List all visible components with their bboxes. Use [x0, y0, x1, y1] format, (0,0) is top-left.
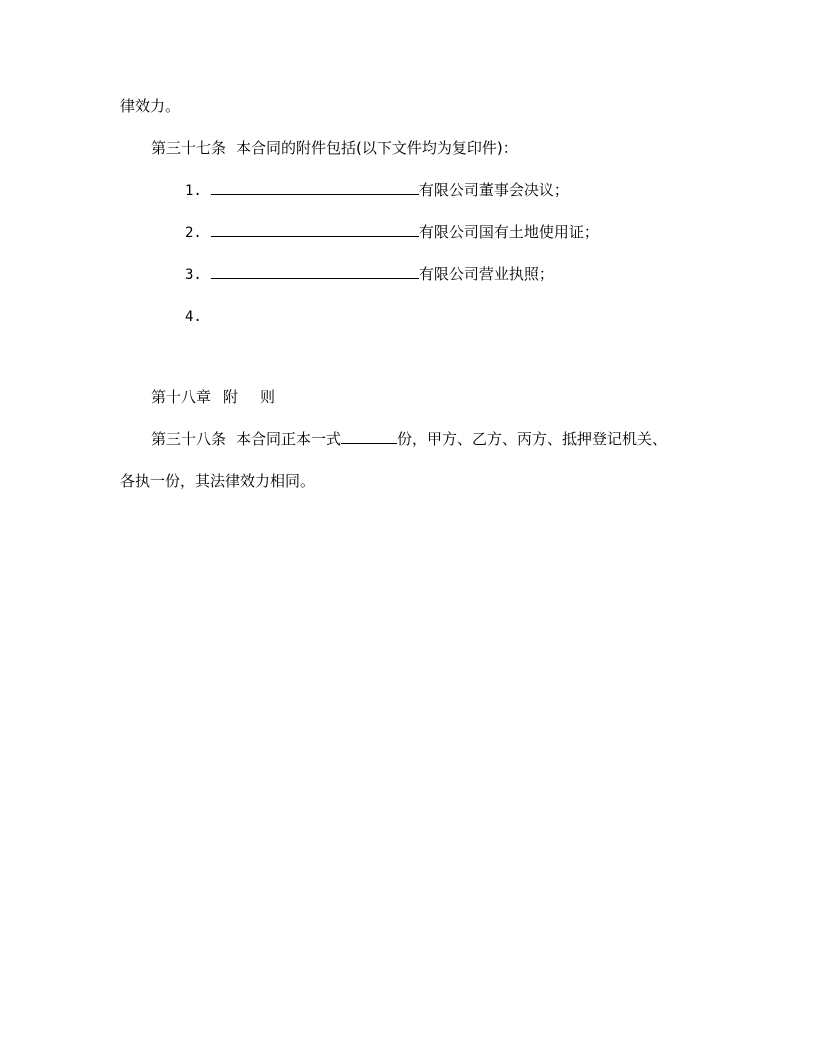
attachment-item-3 [185, 264, 554, 285]
fill-in-blank [341, 429, 397, 444]
attachment-number: 1. [185, 183, 202, 199]
fill-in-blank [211, 264, 419, 279]
attachment-number: 2. [185, 225, 202, 241]
article-text: 本合同正本一式 [236, 430, 342, 448]
attachment-text: 有限公司国有土地使用证； [418, 223, 599, 241]
attachment-item-2 [185, 222, 599, 243]
article-text: 本合同的附件包括(以下文件均为复印件)： [236, 139, 518, 157]
attachment-text: 有限公司董事会决议； [418, 181, 569, 199]
article-38 [151, 429, 667, 449]
chapter-label: 第十八章 [151, 388, 212, 406]
attachment-number: 4. [185, 309, 202, 325]
paragraph-continuation [120, 96, 180, 116]
article-text: 份，甲方、乙方、丙方、抵押登记机关、 [397, 430, 668, 448]
attachment-item-4 [185, 306, 202, 327]
article-label: 第三十八条 [151, 430, 227, 448]
article-38-continuation [120, 471, 315, 491]
article-37 [151, 138, 518, 158]
paragraph-text: 各执一份，其法律效力相同。 [120, 472, 316, 490]
chapter-heading [151, 387, 275, 407]
fill-in-blank [211, 222, 419, 237]
chapter-title-part: 则 [260, 388, 276, 406]
attachment-item-1 [185, 180, 569, 201]
chapter-title-part: 附 [223, 388, 239, 406]
attachment-number: 3. [185, 267, 202, 283]
attachment-text: 有限公司营业执照； [418, 265, 554, 283]
fill-in-blank [211, 180, 419, 195]
paragraph-text: 律效力。 [120, 97, 181, 115]
article-label: 第三十七条 [151, 139, 227, 157]
